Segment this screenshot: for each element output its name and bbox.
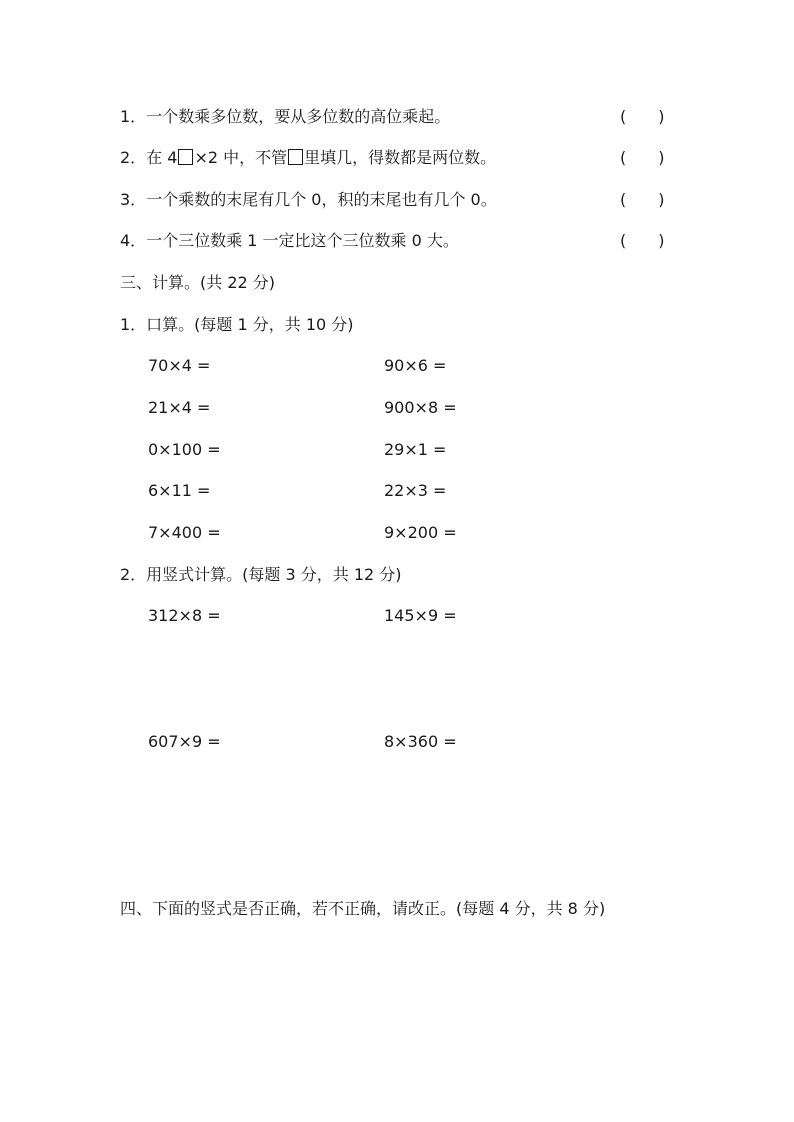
judgement-item-4 bbox=[120, 230, 459, 252]
oral-problem: 70×4 = bbox=[148, 356, 211, 375]
answer-paren-2[interactable]: ( ) bbox=[620, 148, 665, 167]
judgement-item-3 bbox=[120, 189, 497, 211]
vertical-problem: 145×9 = bbox=[384, 606, 457, 625]
item-text: 一个三位数乘 1 一定比这个三位数乘 0 大。 bbox=[146, 231, 459, 250]
blank-box-icon bbox=[288, 149, 303, 165]
blank-box-icon bbox=[178, 149, 193, 165]
judgement-item-1 bbox=[120, 106, 450, 128]
item-text: 一个乘数的末尾有几个 0，积的末尾也有几个 0。 bbox=[146, 190, 497, 209]
item-number: 4． bbox=[120, 231, 147, 250]
oral-problem: 29×1 = bbox=[384, 440, 447, 459]
oral-problem: 7×400 = bbox=[148, 523, 221, 542]
vertical-problem: 607×9 = bbox=[148, 732, 221, 751]
oral-problem: 0×100 = bbox=[148, 440, 221, 459]
vertical-calc-heading: 2．用竖式计算。(每题 3 分，共 12 分) bbox=[120, 565, 402, 584]
item-number: 2． bbox=[120, 148, 147, 167]
item-text-pre: 在 4 bbox=[146, 148, 178, 167]
oral-problem: 21×4 = bbox=[148, 398, 211, 417]
answer-paren-3[interactable]: ( ) bbox=[620, 190, 665, 209]
judgement-item-2 bbox=[120, 147, 496, 169]
section-4-heading: 四、下面的竖式是否正确，若不正确，请改正。(每题 4 分，共 8 分) bbox=[120, 899, 606, 918]
answer-paren-4[interactable]: ( ) bbox=[620, 231, 665, 250]
oral-problem: 90×6 = bbox=[384, 356, 447, 375]
section-3-heading: 三、计算。(共 22 分) bbox=[120, 273, 276, 292]
oral-problem: 9×200 = bbox=[384, 523, 457, 542]
oral-problem: 6×11 = bbox=[148, 481, 211, 500]
answer-paren-1[interactable]: ( ) bbox=[620, 107, 665, 126]
oral-problem: 22×3 = bbox=[384, 481, 447, 500]
item-number: 3． bbox=[120, 190, 147, 209]
item-number: 1． bbox=[120, 107, 147, 126]
item-text-post: 里填几，得数都是两位数。 bbox=[304, 148, 497, 167]
vertical-problem: 8×360 = bbox=[384, 732, 457, 751]
item-text-mid: ×2 中，不管 bbox=[194, 148, 288, 167]
vertical-problem: 312×8 = bbox=[148, 606, 221, 625]
oral-problem: 900×8 = bbox=[384, 398, 457, 417]
oral-calc-heading: 1．口算。(每题 1 分，共 10 分) bbox=[120, 315, 354, 334]
item-text: 一个数乘多位数，要从多位数的高位乘起。 bbox=[146, 107, 451, 126]
